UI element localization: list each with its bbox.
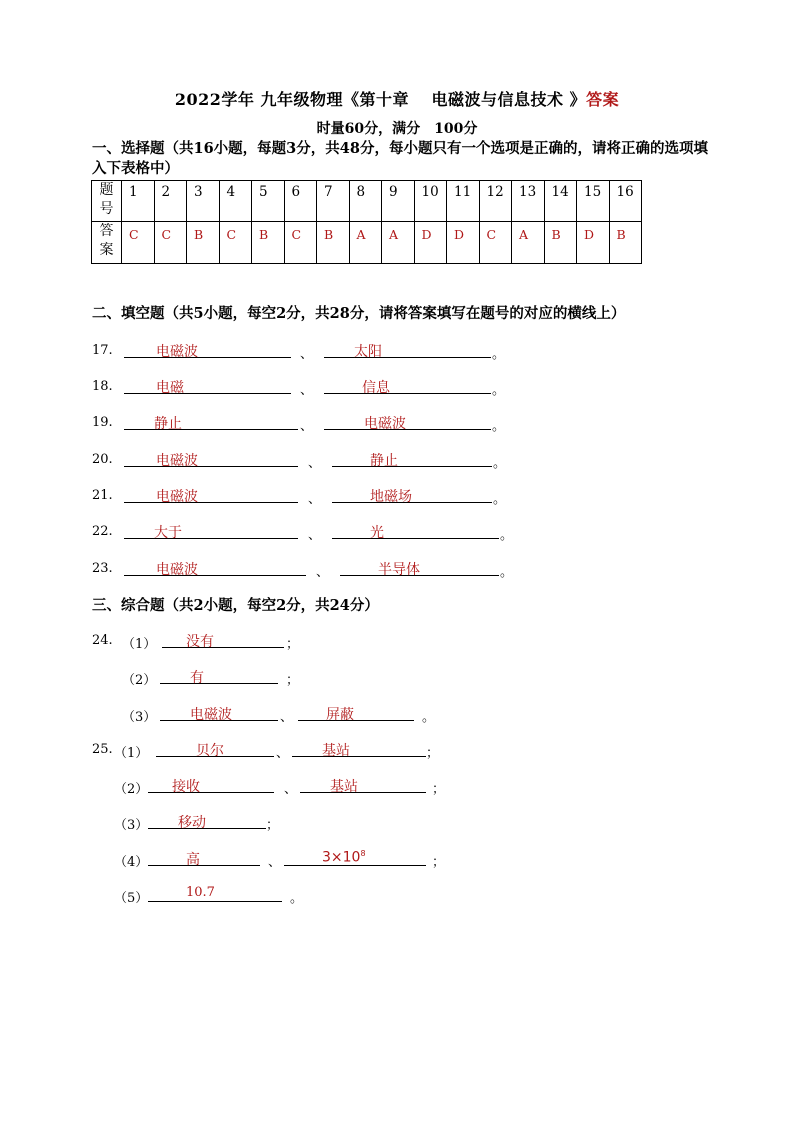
end-mark: 。: [422, 710, 436, 725]
table-cell-answer: [219, 222, 252, 264]
answer-blank: [148, 884, 282, 902]
question-number: 3: [194, 184, 203, 200]
answer-text: 静止: [154, 416, 182, 432]
power-exponent: 8: [360, 849, 366, 858]
question-number: 4: [226, 184, 236, 200]
end-mark: 。: [493, 456, 507, 471]
section-comprehensive-heading: 三、综合题（共2小题，每空2分，共24分）: [92, 597, 379, 614]
table-row-numbers: [92, 181, 642, 222]
question-number: 13: [519, 184, 537, 200]
section-fill-heading: 二、填空题（共5小题，每空2分，共28分，请将答案填写在题号的对应的横线上）: [92, 305, 626, 322]
question-number: 8: [356, 184, 366, 200]
end-mark: ；: [286, 637, 300, 652]
answer-letter: C: [161, 227, 172, 242]
section-choice-heading: 一、选择题（共16小题，每题3分，共48分，每小题只有一个选项是正确的，请将正确的选项填入下表格中）: [92, 140, 708, 177]
answer-text: 没有: [186, 634, 214, 650]
answer-letter: B: [259, 227, 269, 242]
answer-blank: [124, 558, 306, 576]
table-cell-number: [252, 181, 285, 222]
part-label: （1）: [122, 637, 157, 652]
table-cell-number: [349, 181, 382, 222]
table-cell-number: [187, 181, 220, 222]
answer-letter: B: [551, 227, 561, 242]
answer-letter: D: [421, 227, 432, 242]
part-label: （3）: [122, 710, 157, 725]
page-title: [0, 87, 794, 110]
table-cell-number: [447, 181, 480, 222]
item-number: 22.: [92, 524, 113, 539]
answer-letter: C: [226, 227, 237, 242]
title-answer-label: 答案: [586, 90, 620, 109]
answer-blank: [332, 449, 492, 467]
item-number: 21.: [92, 488, 113, 503]
separator: 、: [300, 383, 314, 398]
answer-text: 贝尔: [196, 743, 224, 759]
end-mark: 。: [290, 891, 304, 906]
table-header-answer: 答 案: [92, 222, 122, 264]
answer-letter: C: [129, 227, 139, 242]
question-number: 7: [324, 184, 333, 200]
separator: 、: [308, 456, 322, 471]
question-number: 14: [551, 184, 569, 200]
answer-letter: A: [389, 227, 399, 242]
table-cell-answer: [154, 222, 187, 264]
answer-text: 电磁波: [364, 416, 406, 432]
answer-blank: [148, 775, 274, 793]
table-cell-number: [512, 181, 545, 222]
item-number: 24.: [92, 633, 113, 648]
answer-text: 光: [370, 525, 384, 541]
answer-text: 电磁波: [156, 489, 198, 505]
table-cell-answer: [382, 222, 415, 264]
answer-letter: B: [194, 227, 204, 242]
answer-letter: B: [324, 227, 334, 242]
answer-letter: B: [616, 227, 626, 242]
answer-blank: [324, 412, 491, 430]
answer-text: 信息: [362, 380, 390, 396]
answer-text: 电磁波: [156, 344, 198, 360]
item-number: 20.: [92, 452, 113, 467]
part-label: （4）: [114, 855, 149, 870]
separator: 、: [276, 746, 290, 761]
answer-text: 高: [186, 852, 200, 868]
table-cell-answer: [479, 222, 512, 264]
table-cell-number: [284, 181, 317, 222]
answer-text: 大于: [154, 525, 182, 541]
table-cell-number: [609, 181, 642, 222]
table-cell-number: [577, 181, 610, 222]
answer-table: [91, 180, 642, 264]
answer-text: 电磁: [156, 380, 184, 396]
separator: 、: [280, 710, 294, 725]
table-cell-number: [414, 181, 447, 222]
table-cell-number: [154, 181, 187, 222]
answer-text: 基站: [330, 779, 358, 795]
table-cell-answer: [609, 222, 642, 264]
answer-text: 地磁场: [370, 489, 412, 505]
answer-blank: [162, 630, 284, 648]
question-number: 5: [259, 184, 268, 200]
answer-letter: A: [519, 227, 529, 242]
answer-text: 接收: [172, 779, 200, 795]
item-number: 18.: [92, 379, 113, 394]
question-number: 1: [129, 184, 138, 200]
question-number: 6: [291, 184, 301, 200]
answer-blank: [124, 340, 291, 358]
part-label: （3）: [114, 818, 149, 833]
answer-blank: [156, 739, 274, 757]
answer-blank: [124, 376, 291, 394]
answer-text: 基站: [322, 743, 350, 759]
table-cell-number: [479, 181, 512, 222]
answer-text: 电磁波: [190, 707, 232, 723]
table-cell-number: [219, 181, 252, 222]
item-number: 17.: [92, 343, 113, 358]
question-number: 16: [616, 184, 634, 200]
table-cell-number: [382, 181, 415, 222]
answer-letter: C: [291, 227, 302, 242]
table-cell-number: [122, 181, 155, 222]
table-cell-answer: [577, 222, 610, 264]
end-mark: 。: [500, 528, 514, 543]
end-mark: ；: [286, 673, 300, 688]
question-number: 11: [454, 184, 472, 200]
end-mark: 。: [493, 492, 507, 507]
answer-text: 半导体: [378, 562, 420, 578]
answer-blank: [300, 775, 426, 793]
question-number: 9: [389, 184, 398, 200]
item-number: 19.: [92, 415, 113, 430]
part-label: （5）: [114, 891, 149, 906]
table-cell-answer: [122, 222, 155, 264]
table-cell-answer: [414, 222, 447, 264]
question-number: 15: [584, 184, 602, 200]
end-mark: ；: [426, 746, 440, 761]
answer-text: 电磁波: [156, 562, 198, 578]
table-cell-answer: [512, 222, 545, 264]
answer-letter: D: [584, 227, 595, 242]
title-main: 2022学年 九年级物理《第十章 电磁波与信息技术 》: [174, 90, 587, 109]
answer-blank: [124, 485, 298, 503]
answer-text: 电磁波: [156, 453, 198, 469]
separator: 、: [300, 347, 314, 362]
answer-blank: [148, 848, 260, 866]
question-number: 10: [421, 184, 439, 200]
separator: 、: [308, 528, 322, 543]
item-number: 23.: [92, 561, 113, 576]
table-cell-answer: [187, 222, 220, 264]
table-cell-answer: [349, 222, 382, 264]
part-label: （2）: [122, 673, 157, 688]
answer-letter: A: [356, 227, 366, 242]
separator: 、: [284, 782, 298, 797]
table-cell-number: [317, 181, 350, 222]
item-number: 25.: [92, 742, 113, 757]
answer-blank: [124, 412, 298, 430]
question-number: 12: [486, 184, 504, 200]
end-mark: 。: [492, 383, 506, 398]
end-mark: ；: [432, 855, 446, 870]
separator: 、: [300, 419, 314, 434]
answer-blank: [292, 739, 426, 757]
answer-text: 移动: [178, 815, 206, 831]
answer-blank: [160, 666, 278, 684]
table-cell-answer: [447, 222, 480, 264]
power-base: 3×10: [322, 849, 361, 866]
answer-blank: [298, 703, 414, 721]
separator: 、: [268, 855, 282, 870]
answer-blank: [124, 449, 298, 467]
answer-blank: [148, 811, 266, 829]
answer-blank: [284, 848, 426, 866]
table-header-number: 题 号: [92, 181, 122, 222]
answer-text: 有: [190, 670, 204, 686]
end-mark: 。: [492, 419, 506, 434]
answer-letter: D: [454, 227, 465, 242]
separator: 、: [308, 492, 322, 507]
end-mark: ；: [266, 818, 280, 833]
table-cell-answer: [284, 222, 317, 264]
answer-letter: C: [486, 227, 497, 242]
answer-blank: [324, 340, 491, 358]
table-cell-answer: [252, 222, 285, 264]
answer-blank: [124, 521, 298, 539]
answer-blank: [332, 521, 499, 539]
answer-text: 静止: [370, 453, 398, 469]
answer-blank: [324, 376, 491, 394]
end-mark: 。: [492, 347, 506, 362]
part-label: （2）: [114, 782, 149, 797]
answer-text: 屏蔽: [326, 707, 354, 723]
answer-blank: [160, 703, 278, 721]
end-mark: ；: [432, 782, 446, 797]
separator: 、: [316, 565, 330, 580]
table-row-answers: [92, 222, 642, 264]
answer-text: 10.7: [186, 885, 215, 900]
end-mark: 。: [500, 565, 514, 580]
answer-text-power: [322, 849, 366, 865]
question-number: 2: [161, 184, 171, 200]
answer-blank: [340, 558, 499, 576]
part-label: （1）: [114, 746, 149, 761]
answer-blank: [332, 485, 492, 503]
table-cell-answer: [317, 222, 350, 264]
answer-text: 太阳: [354, 344, 382, 360]
table-cell-answer: [544, 222, 577, 264]
exam-time-score: 时量60分，满分 100分: [316, 121, 478, 137]
table-cell-number: [544, 181, 577, 222]
